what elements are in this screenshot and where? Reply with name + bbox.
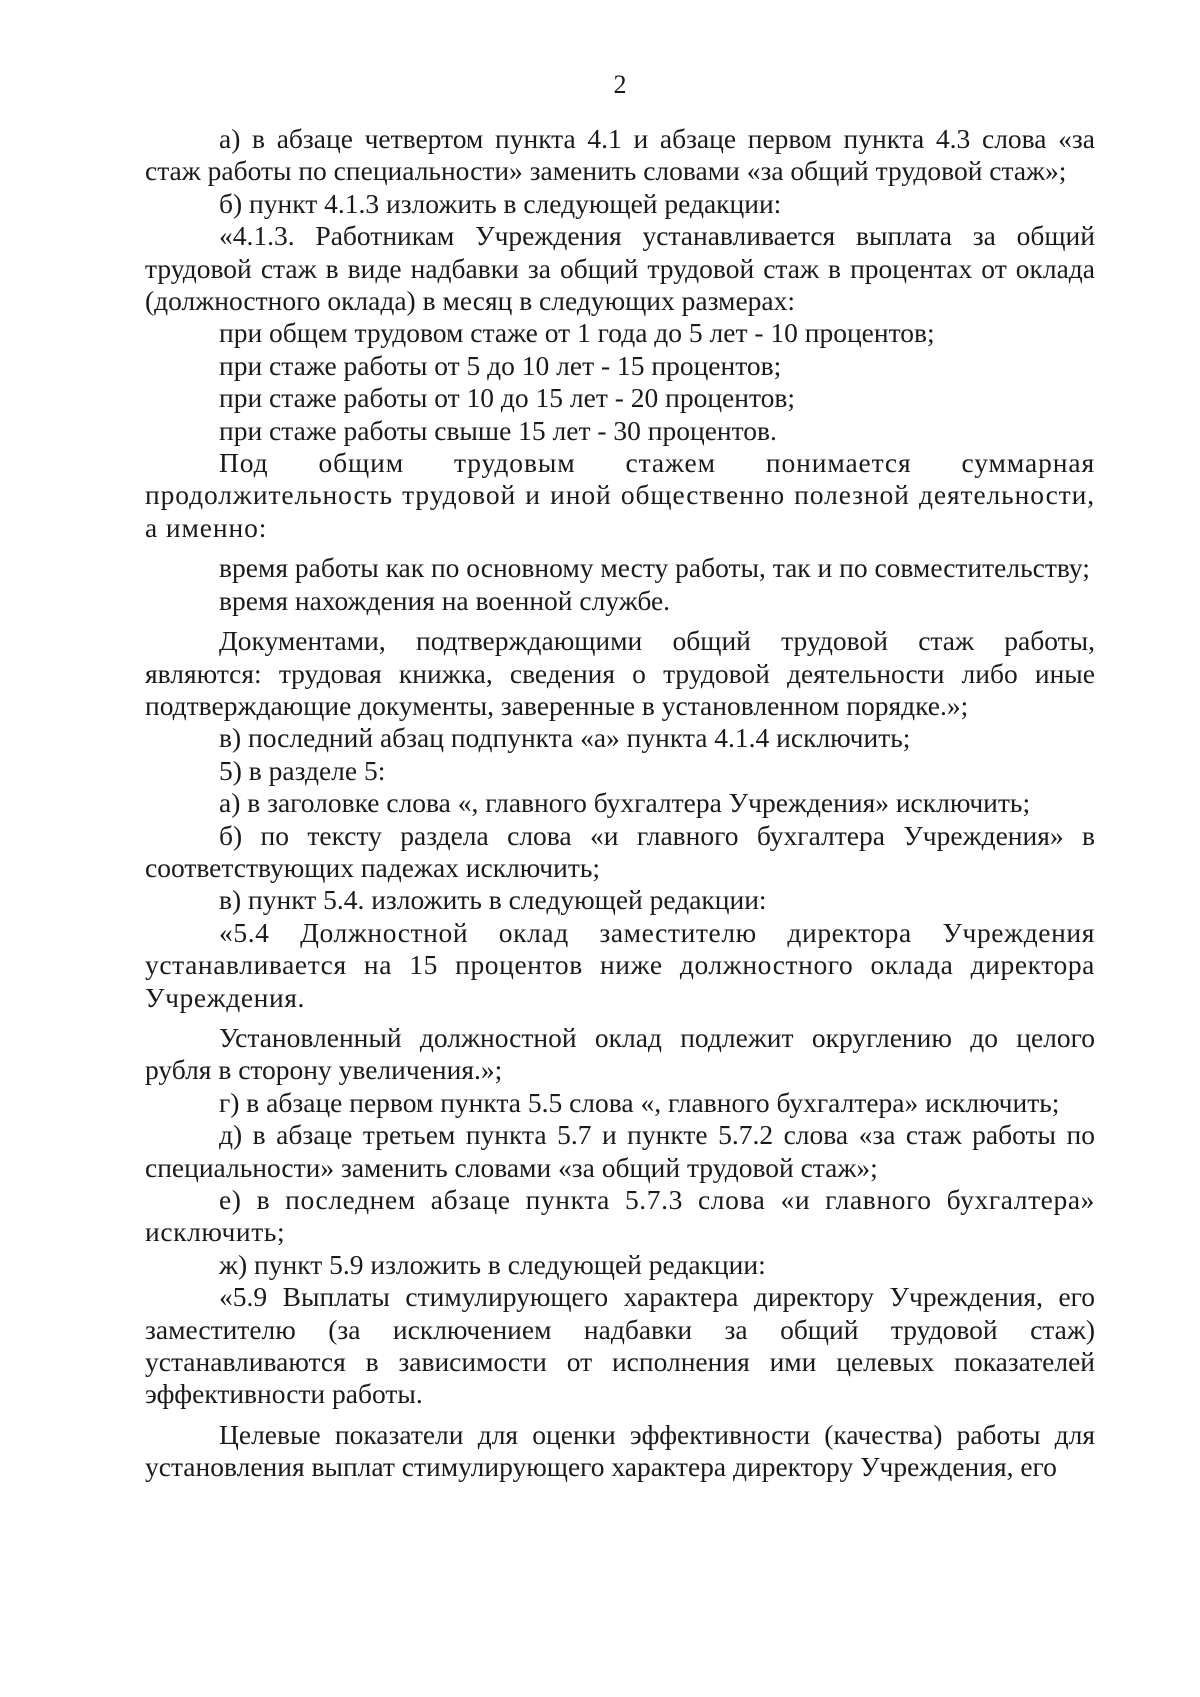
paragraph-5-g: г) в абзаце первом пункта 5.5 слова «, главного бухгалтера» исключить; xyxy=(219,1086,1060,1118)
paragraph-work-time: время работы как по основному месту работы, так и по совместительству; xyxy=(219,552,1090,584)
page-number: 2 xyxy=(613,70,627,99)
paragraph-5-b: б) по тексту раздела слова «и главного бухгалтера Учреждения» в соответствующих падежах исключить; xyxy=(145,819,1095,883)
paragraph-rate-1: при общем трудовом стаже от 1 года до 5 лет - 10 процентов; xyxy=(219,317,935,349)
paragraph-amend-a: а) в абзаце четвертом пункта 4.1 и абзаце первом пункта 4.3 слова «за стаж работы по специальности» заменить словами «за общий трудовой стаж»; xyxy=(145,123,1095,187)
paragraph-rounding: Установленный должностной оклад подлежит округлению до целого рубля в сторону увеличения.»; xyxy=(145,1021,1095,1086)
paragraph-5-zh: ж) пункт 5.9 изложить в следующей редакции: xyxy=(219,1248,766,1280)
paragraph-military: время нахождения на военной службе. xyxy=(219,584,671,616)
paragraph-rate-2: при стаже работы от 5 до 10 лет - 15 процентов; xyxy=(219,349,782,381)
paragraph-section-5: 5) в разделе 5: xyxy=(219,754,386,786)
paragraph-5-4: «5.4 Должностной оклад заместителю директора Учреждения устанавливается на 15 процентов ниже должностного оклада директора Учреждения. xyxy=(145,916,1095,1013)
paragraph-definition: Под общим трудовым стажем понимается суммарная продолжительность трудовой и иной общественно полезной деятельности, а именно: xyxy=(145,447,1095,543)
paragraph-5-d: д) в абзаце третьем пункта 5.7 и пункте 5.7.2 слова «за стаж работы по специальности» заменить словами «за общий трудовой стаж»; xyxy=(145,1119,1095,1183)
paragraph-documents: Документами, подтверждающими общий трудовой стаж работы, являются: трудовая книжка, сведения о трудовой деятельности либо иные подтверждающие документы, заверенные в установленном порядке.»; xyxy=(145,625,1095,721)
paragraph-4-1-3: «4.1.3. Работникам Учреждения устанавливается выплата за общий трудовой стаж в виде надбавки за общий трудовой стаж в процентах от оклада (должностного оклада) в месяц в следующих размерах: xyxy=(145,220,1095,317)
paragraph-rate-4: при стаже работы свыше 15 лет - 30 процентов. xyxy=(219,414,777,446)
paragraph-5-a: а) в заголовке слова «, главного бухгалтера Учреждения» исключить; xyxy=(219,787,1031,819)
paragraph-5-e: е) в последнем абзаце пункта 5.7.3 слова «и главного бухгалтера» исключить; xyxy=(145,1184,1095,1248)
paragraph-5-9: «5.9 Выплаты стимулирующего характера директору Учреждения, его заместителю (за исключением надбавки за общий трудовой стаж) устанавливаются в зависимости от исполнения ими целевых показателей эффективности работы. xyxy=(145,1281,1095,1410)
paragraph-rate-3: при стаже работы от 10 до 15 лет - 20 процентов; xyxy=(219,382,796,414)
paragraph-target-indicators: Целевые показатели для оценки эффективности (качества) работы для установления выплат стимулирующего характера директору Учреждения, его xyxy=(145,1418,1095,1483)
paragraph-amend-b: б) пункт 4.1.3 изложить в следующей редакции: xyxy=(219,187,782,219)
document-body xyxy=(145,123,1095,1484)
paragraph-amend-v: в) последний абзац подпункта «а» пункта 4.1.4 исключить; xyxy=(219,722,911,754)
paragraph-5-v: в) пункт 5.4. изложить в следующей редакции: xyxy=(219,884,767,916)
